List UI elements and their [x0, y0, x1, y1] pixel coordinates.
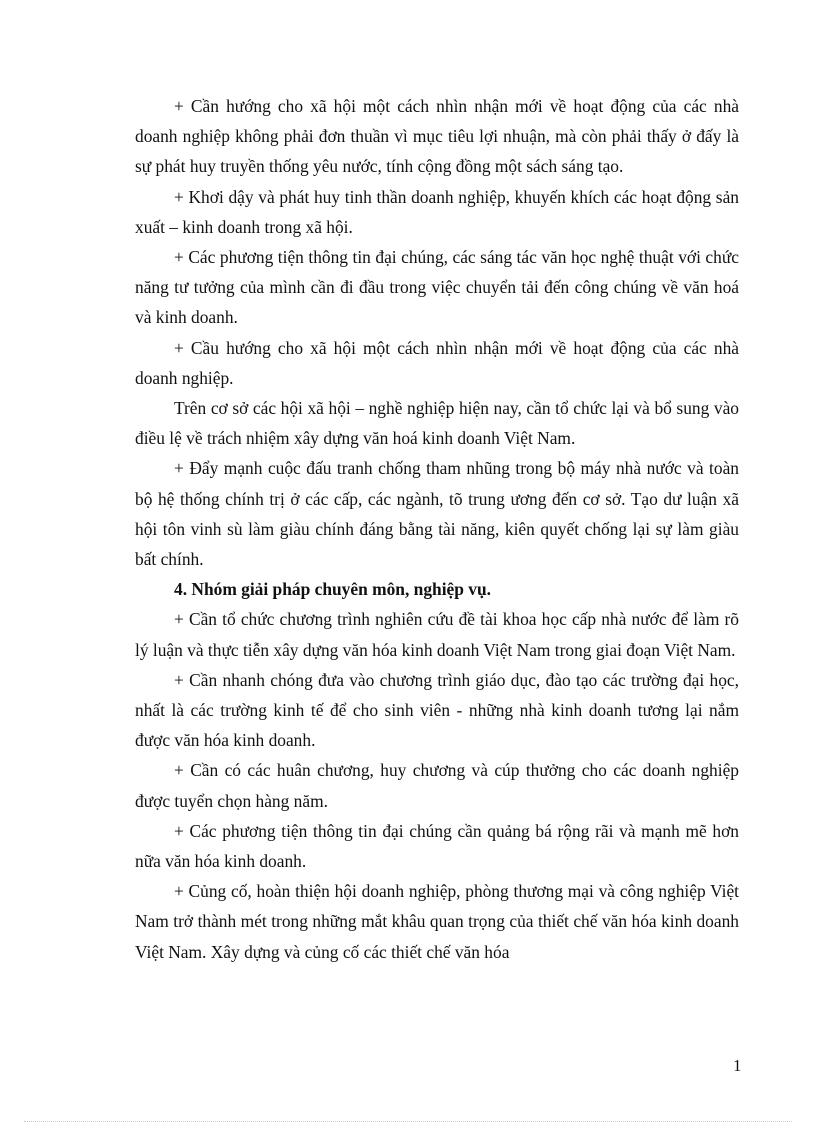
document-body	[135, 91, 739, 967]
paragraph-education: + Cần nhanh chóng đưa vào chương trình giáo dục, đào tạo các trường đại học, nhất là các trường kinh tế để cho sinh viên - những nhà kinh doanh tương lại nắm được văn hóa kinh doanh.	[135, 669, 739, 751]
paragraph-business-association: + Củng cố, hoàn thiện hội doanh nghiệp, phòng thương mại và công nghiệp Việt Nam trở thành mét trong những mắt khâu quan trọng của thiết chế văn hóa kinh doanh Việt Nam. Xây dựng và củng cố các thiết chế văn hóa	[135, 881, 739, 962]
section-heading-professional-solutions: 4. Nhóm giải pháp chuyên môn, nghiệp vụ.	[174, 579, 491, 600]
paragraph-media-promotion: + Các phương tiện thông tin đại chúng cần quảng bá rộng rãi và mạnh mẽ hơn nữa văn hóa kinh doanh.	[135, 820, 739, 872]
paragraph-awards: + Cần có các huân chương, huy chương và cúp thưởng cho các doanh nghiệp được tuyển chọn hàng năm.	[135, 760, 739, 811]
paragraph-research-program: + Cần tổ chức chương trình nghiên cứu đề tài khoa học cấp nhà nước để làm rõ lý luận và thực tiễn xây dựng văn hóa kinh doanh Việt Nam trong giai đoạn Việt Nam.	[135, 609, 739, 660]
paragraph-business-view: + Cầu hướng cho xã hội một cách nhìn nhận mới về hoạt động của các nhà doanh nghiệp.	[135, 337, 739, 388]
paragraph-mass-media-arts: + Các phương tiện thông tin đại chúng, các sáng tác văn học nghệ thuật với chức năng tư tưởng của mình cần đi đầu trong việc chuyển tải đến công chúng về văn hoá và kinh doanh.	[135, 247, 739, 328]
page-number: 1	[733, 1056, 742, 1075]
paragraph-entrepreneurship: + Khơi dậy và phát huy tinh thần doanh nghiệp, khuyến khích các hoạt động sản xuất – kinh doanh trong xã hội.	[135, 186, 739, 237]
paragraph-society-view: + Cần hướng cho xã hội một cách nhìn nhận mới về hoạt động của các nhà doanh nghiệp không phải đơn thuần vì mục tiêu lợi nhuận, mà còn phải thấy ở đấy là sự phát huy truyền thống yêu nước, tính cộng đồng một sách sáng tạo.	[135, 96, 739, 177]
paragraph-anti-corruption: + Đẩy mạnh cuộc đấu tranh chống tham nhũng trong bộ máy nhà nước và toàn bộ hệ thống chính trị ở các cấp, các ngành, tõ trung ương đến cơ sở. Tạo dư luận xã hội tôn vinh sù làm giàu chính đáng bằng tài năng, kiên quyết chống lại sự làm giàu bất chính.	[135, 458, 739, 570]
paragraph-associations: Trên cơ sở các hội xã hội – nghề nghiệp hiện nay, cần tổ chức lại và bổ sung vào điều lệ về trách nhiệm xây dựng văn hoá kinh doanh Việt Nam.	[135, 398, 739, 449]
page-bottom-border	[24, 1121, 792, 1122]
